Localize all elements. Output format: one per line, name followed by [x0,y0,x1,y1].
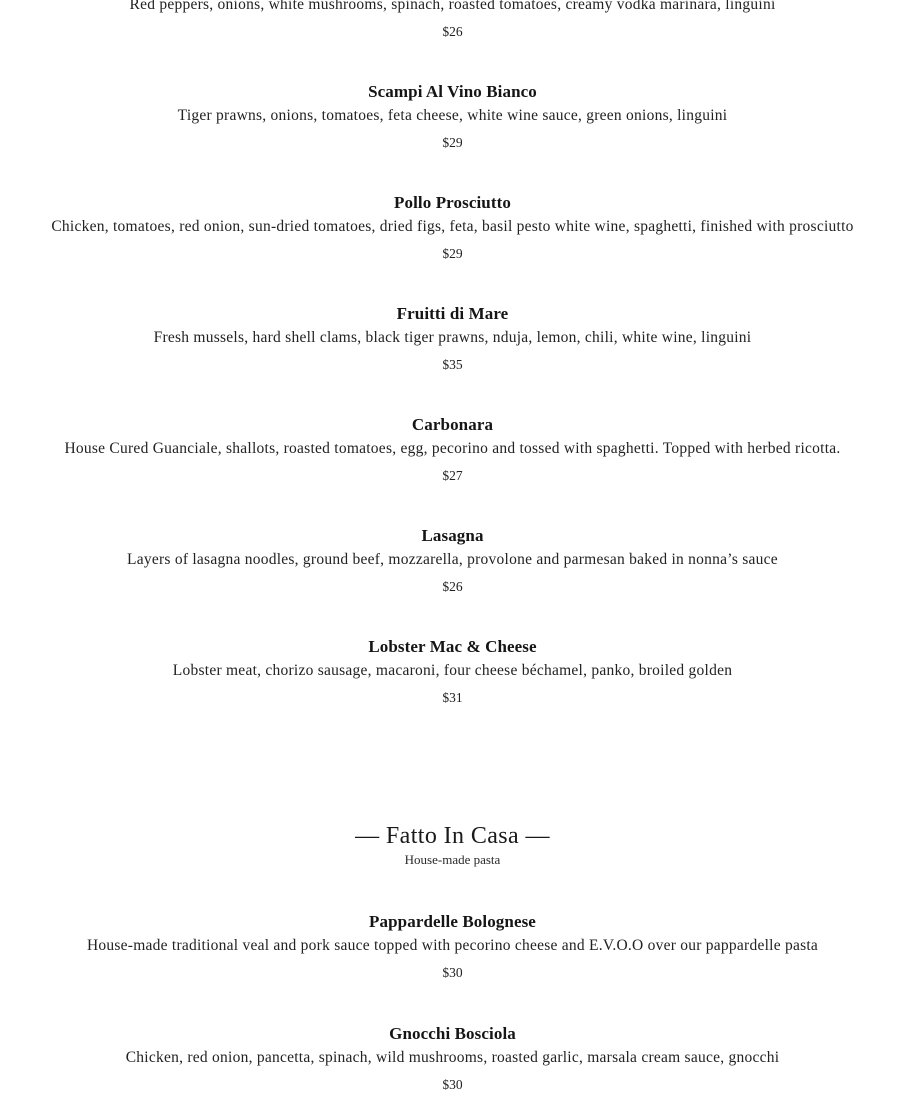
menu-item-price: $30 [442,965,463,980]
menu-item-name: Scampi Al Vino Bianco [368,82,537,101]
menu-item-name: Lasagna [421,526,484,545]
menu-item [0,415,905,486]
menu-item-description: Layers of lasagna noodles, ground beef, mozzarella, provolone and parmesan baked in nonna’s sauce [127,551,778,568]
fatto-in-casa-list [0,912,905,1095]
menu-item-description: Chicken, tomatoes, red onion, sun-dried tomatoes, dried figs, feta, basil pesto white wine, spaghetti, finished with prosciutto [51,218,854,235]
menu-item-name: Gnocchi Bosciola [389,1024,516,1043]
menu-item-description: Fresh mussels, hard shell clams, black tiger prawns, nduja, lemon, chili, white wine, linguini [153,329,752,346]
section-subtitle: House-made pasta [404,852,501,867]
menu-item-description: Lobster meat, chorizo sausage, macaroni, four cheese béchamel, panko, broiled golden [172,662,733,679]
fatto-in-casa-section [0,821,905,1095]
menu-item-price: $30 [442,1077,463,1092]
menu-item [0,637,905,708]
menu-item-description: House-made traditional veal and pork sauce topped with pecorino cheese and E.V.O.O over our pappardelle pasta [86,937,819,954]
menu-item [0,912,905,983]
menu-item-price: $29 [442,135,463,150]
menu-item-price: $29 [442,246,463,261]
menu-item-price: $35 [442,357,463,372]
menu-item-name: Fruitti di Mare [396,304,509,323]
menu-item-price: $31 [442,690,463,705]
menu-item-name: Pollo Prosciutto [394,193,511,212]
menu-item-name: Lobster Mac & Cheese [368,637,537,656]
section-title: — Fatto In Casa — [355,823,550,849]
menu-item-price: $27 [442,468,463,483]
menu-item [0,82,905,153]
menu-item-description: House Cured Guanciale, shallots, roasted tomatoes, egg, pecorino and tossed with spaghetti. Topped with herbed ricotta. [64,440,841,457]
menu-item-description: Tiger prawns, onions, tomatoes, feta cheese, white wine sauce, green onions, linguini [177,107,728,124]
menu-item [0,193,905,264]
menu-item-price: $26 [442,24,463,39]
menu-item-description: Chicken, red onion, pancetta, spinach, wild mushrooms, roasted garlic, marsala cream sauce, gnocchi [125,1049,780,1066]
menu-item-name: Pappardelle Bolognese [369,912,536,931]
menu-item-name: Carbonara [411,415,494,434]
menu-item-price: $26 [442,579,463,594]
menu-item [0,1024,905,1095]
menu-item [0,526,905,597]
menu-item-description: Red peppers, onions, white mushrooms, spinach, roasted tomatoes, creamy vodka marinara, linguini [129,0,776,13]
menu-item [0,304,905,375]
menu-item [0,0,905,42]
